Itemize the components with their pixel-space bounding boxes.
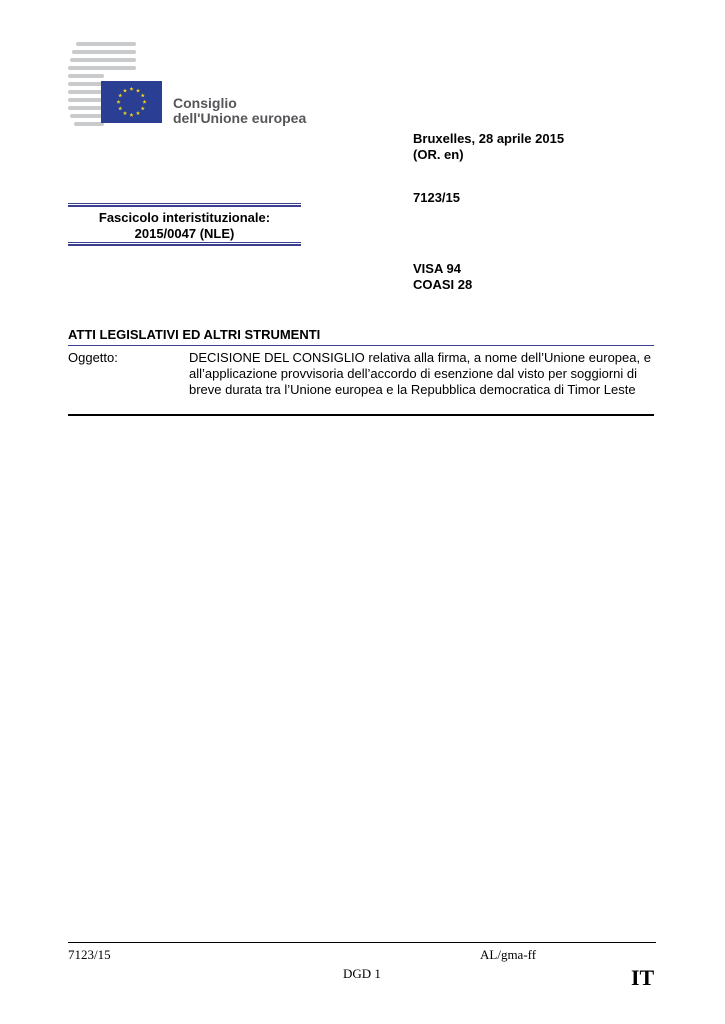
subject-text: DECISIONE DEL CONSIGLIO relativa alla firma, a nome dell’Unione europea, e all’applicazione provvisoria dell’accordo di esenzione dal visto per soggiorni di breve durata tra l’Unione europea e la Repubblica democratica di Timor Leste [189,350,651,397]
box-bottom-rule [68,242,301,246]
subject-bottom-rule [68,414,654,416]
interinstitutional-label: Fascicolo interistituzionale: [98,210,271,225]
org-name-line2: dell'Unione europea [173,110,307,126]
original-language: (OR. en) [413,147,464,162]
footer-divider [68,942,656,943]
org-name-line1: Consiglio [173,95,237,111]
classification-code-coasi: COASI 28 [413,277,473,292]
section-title: ATTI LEGISLATIVI ED ALTRI STRUMENTI [68,327,321,342]
council-logo-icon [66,40,176,130]
section-divider [68,345,654,346]
footer-author: AL/gma-ff [480,947,537,962]
footer-doc-number: 7123/15 [68,947,111,962]
box-top-rule [68,203,301,207]
language-code: IT [631,965,655,990]
interinstitutional-file-box [68,203,301,246]
document-number: 7123/15 [413,190,460,205]
interinstitutional-number: 2015/0047 (NLE) [134,226,235,241]
document-date: Bruxelles, 28 aprile 2015 [413,131,565,146]
footer-dg: DGD 1 [343,966,381,981]
classification-code-visa: VISA 94 [413,261,461,276]
subject-label: Oggetto: [68,350,118,365]
